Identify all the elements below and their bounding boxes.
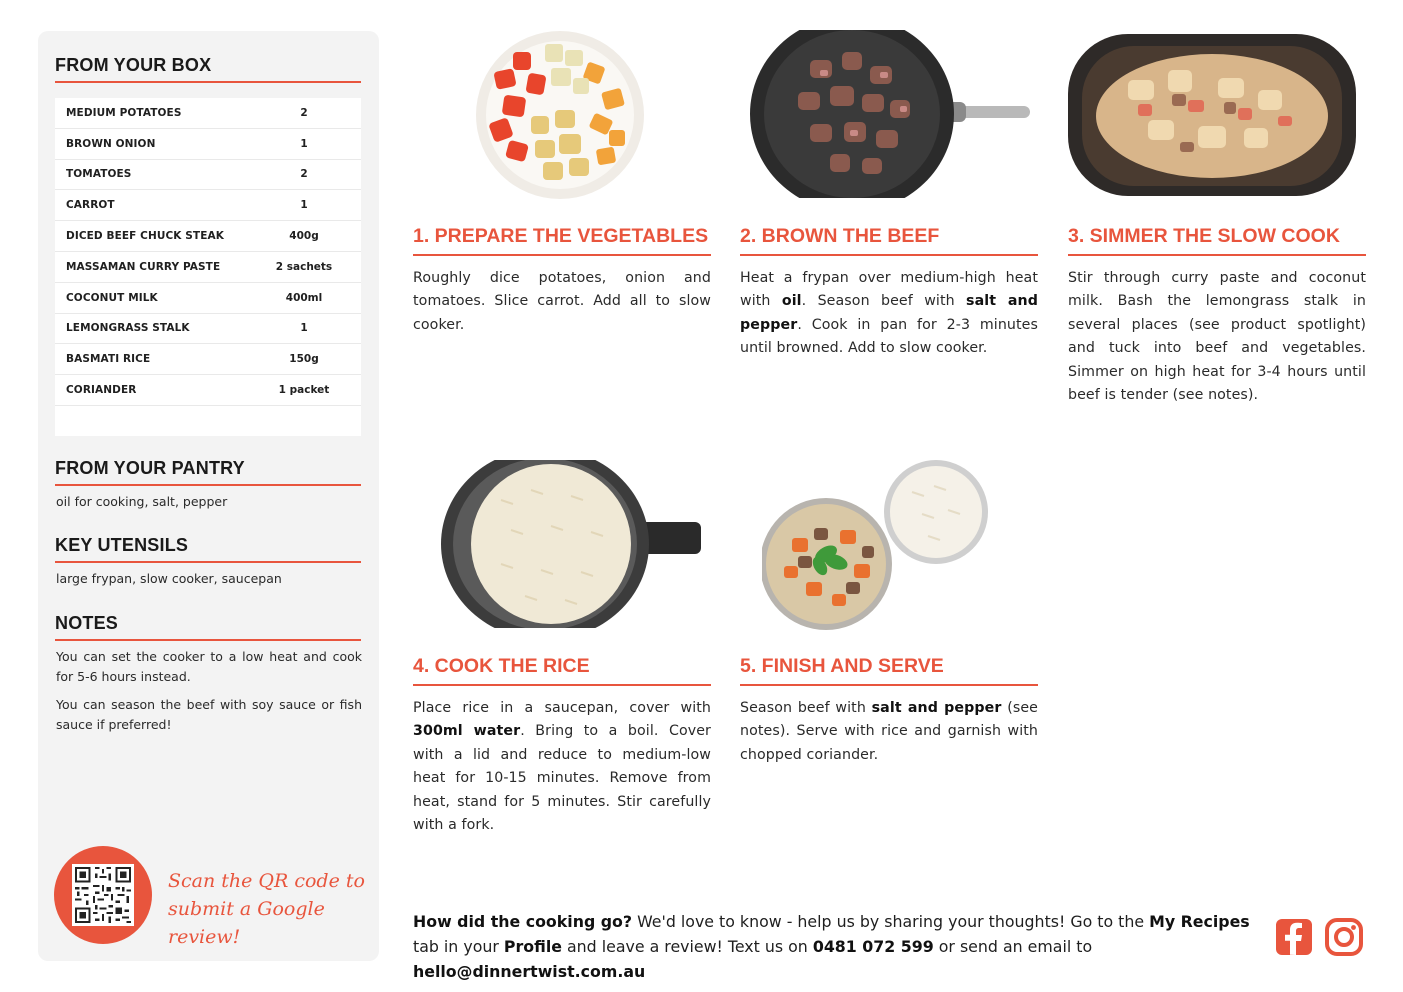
ingredient-row xyxy=(55,344,361,375)
text-segment: tab in your xyxy=(413,937,504,956)
step-body xyxy=(740,697,1038,767)
ingredients-panel xyxy=(38,31,379,961)
pantry-text: oil for cooking, salt, pepper xyxy=(56,494,228,509)
notes-section-title: NOTES xyxy=(55,613,361,641)
ingredient-name: COCONUT MILK xyxy=(66,291,158,304)
text-segment: salt and pepper xyxy=(871,700,1002,716)
ingredient-row xyxy=(55,314,361,345)
step-body xyxy=(413,267,711,337)
text-segment: 300ml water xyxy=(413,723,521,740)
ingredient-row xyxy=(55,129,361,160)
ingredient-name: CORIANDER xyxy=(66,384,137,397)
text-segment: oil xyxy=(781,293,802,310)
ingredient-name: CARROT xyxy=(66,199,115,212)
ingredient-name: DICED BEEF CHUCK STEAK xyxy=(66,230,224,243)
text-segment: Profile xyxy=(503,937,562,956)
frypan-beef-photo xyxy=(750,30,1032,198)
ingredient-quantity: 1 xyxy=(300,199,308,212)
text-segment: . Season beef with xyxy=(801,293,967,310)
ingredient-quantity: 2 sachets xyxy=(275,260,333,273)
utensils-text: large frypan, slow cooker, saucepan xyxy=(56,571,282,586)
ingredient-name: MEDIUM POTATOES xyxy=(66,106,182,119)
ingredient-quantity: 1 xyxy=(300,137,308,150)
qr-caption xyxy=(168,867,368,951)
text-segment: . Bring to a boil. Cover with a lid and reduce to medium-low heat for 10-15 minutes. Remove from heat, stand for 5 minutes. Stir carefully with a fork. xyxy=(413,723,711,834)
note-item: You can season the beef with soy sauce or fish sauce if preferred! xyxy=(56,697,362,732)
slow-cooker-photo xyxy=(1068,30,1356,198)
step-title: 3. SIMMER THE SLOW COOK xyxy=(1068,225,1366,256)
text-segment: We'd love to know - help us by sharing your thoughts! Go to the xyxy=(632,912,1150,931)
qr-caption-line: Scan the QR code to xyxy=(168,870,365,892)
ingredients-table xyxy=(55,98,361,436)
ingredient-quantity: 400ml xyxy=(285,291,323,304)
utensils-section-title: KEY UTENSILS xyxy=(55,535,361,563)
ingredient-row xyxy=(55,160,361,191)
vegetables-photo xyxy=(473,30,647,200)
ingredient-row xyxy=(55,221,361,252)
step-body xyxy=(413,697,711,837)
step-title: 5. FINISH AND SERVE xyxy=(740,655,1038,686)
ingredient-quantity: 2 xyxy=(300,168,308,181)
ingredient-name: TOMATOES xyxy=(66,168,132,181)
ingredient-row xyxy=(55,190,361,221)
ingredient-row xyxy=(55,98,361,129)
ingredient-row xyxy=(55,283,361,314)
text-segment: Stir through curry paste and coconut milk. Bash the lemongrass stalk in several places (see product spotlight) and tuck into beef and vegetables. Simmer on high heat for 3-4 hours until beef is tender (see notes). xyxy=(1068,270,1366,404)
ingredient-name: LEMONGRASS STALK xyxy=(66,322,190,335)
qr-caption-line: submit a Google review! xyxy=(168,898,325,948)
ingredient-name: MASSAMAN CURRY PASTE xyxy=(66,260,221,273)
rice-saucepan-photo xyxy=(441,460,703,628)
pantry-section-title: FROM YOUR PANTRY xyxy=(55,458,361,486)
text-segment: and leave a review! Text us on xyxy=(561,937,813,956)
step-body xyxy=(740,267,1038,361)
facebook-icon[interactable] xyxy=(1275,918,1313,956)
qr-code-badge[interactable] xyxy=(54,846,152,944)
text-segment: Place rice in a saucepan, cover with xyxy=(413,700,711,716)
contact-link[interactable]: hello@dinnertwist.com.au xyxy=(413,962,646,981)
ingredient-quantity: 1 packet xyxy=(278,384,330,397)
step-title: 2. BROWN THE BEEF xyxy=(740,225,1038,256)
ingredient-quantity: 400g xyxy=(289,230,319,243)
text-segment: salt and pepper xyxy=(740,293,1038,333)
ingredient-name: BASMATI RICE xyxy=(66,353,151,366)
qr-code[interactable] xyxy=(72,864,134,926)
text-segment: Roughly dice potatoes, onion and tomatoes. Slice carrot. Add all to slow cooker. xyxy=(413,270,711,333)
step-body xyxy=(1068,267,1366,407)
text-segment: Heat a frypan over medium-high heat with xyxy=(740,270,1038,310)
step-title: 4. COOK THE RICE xyxy=(413,655,711,686)
ingredient-quantity: 150g xyxy=(289,353,319,366)
ingredient-quantity: 1 xyxy=(300,322,308,335)
note-item: You can set the cooker to a low heat and cook for 5-6 hours instead. xyxy=(56,649,362,684)
text-segment: or send an email to xyxy=(933,937,1093,956)
text-segment: . Cook in pan for 2-3 minutes until browned. Add to slow cooker. xyxy=(740,316,1038,357)
text-segment: How did the cooking go? xyxy=(413,912,633,931)
finished-dish-photo xyxy=(762,458,990,630)
contact-link[interactable]: 0481 072 599 xyxy=(812,937,934,956)
text-segment: (see notes). Serve with rice and garnish with chopped coriander. xyxy=(740,700,1038,763)
ingredient-row xyxy=(55,252,361,283)
notes-list xyxy=(56,647,362,743)
instagram-icon[interactable] xyxy=(1325,918,1363,956)
ingredient-name: BROWN ONION xyxy=(66,137,156,150)
text-segment: My Recipes xyxy=(1149,912,1250,931)
review-prompt xyxy=(413,909,1263,984)
step-title: 1. PREPARE THE VEGETABLES xyxy=(413,225,711,256)
box-section-title: FROM YOUR BOX xyxy=(55,55,361,83)
ingredient-row xyxy=(55,375,361,406)
ingredient-quantity: 2 xyxy=(300,106,308,119)
text-segment: Season beef with xyxy=(740,700,872,716)
